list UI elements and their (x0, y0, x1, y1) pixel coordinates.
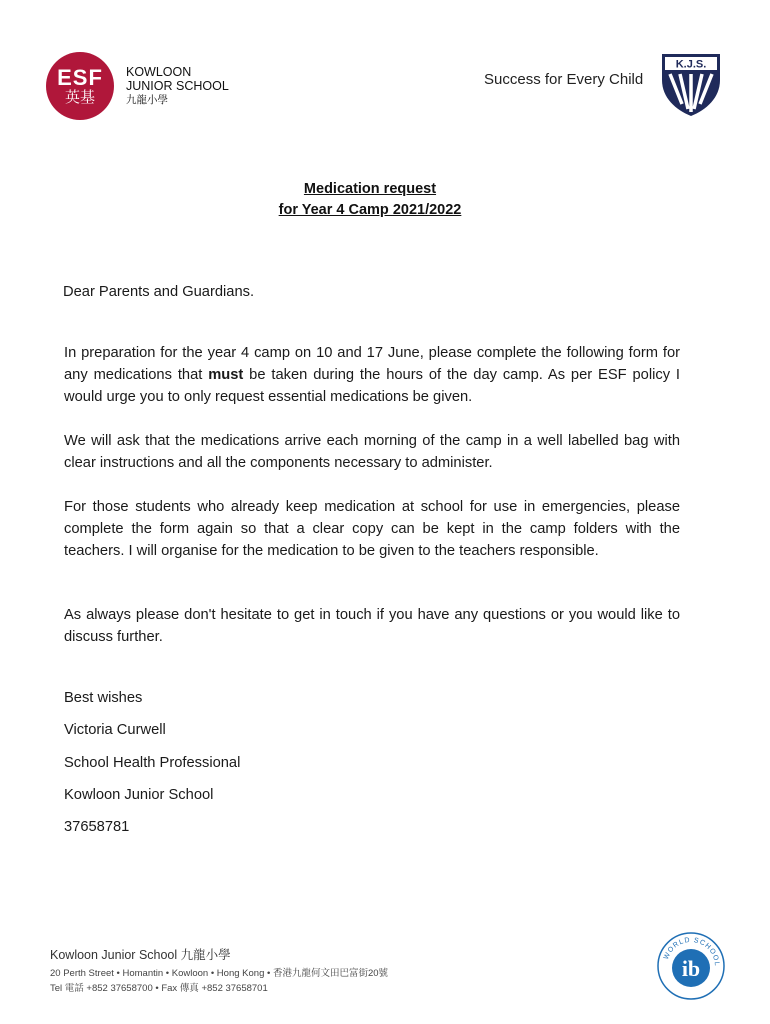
signoff-closing: Best wishes (64, 690, 143, 706)
paragraph-1-after: be taken during the hours of the day camp. As per ESF policy I would urge you to only request essential medications be given. (64, 366, 680, 405)
tagline: Success for Every Child (484, 71, 644, 88)
ib-ring-text: WORLD SCHOOL (662, 936, 721, 967)
esf-logo (46, 52, 114, 120)
paragraph-3: For those students who already keep medication at school for use in emergencies, please complete the form again so that a clear copy can be kept in the camp folders with the teachers. I will organise for the medication to be given to the teachers responsible. (64, 499, 680, 559)
paragraph-1-before: In preparation for the year 4 camp on 10 and 17 June, please complete the following form for any medications that (64, 345, 680, 383)
footer-address: 20 Perth Street • Homantin • Kowloon • Hong Kong • 香港九龍何文田巴富街20號 (50, 968, 389, 979)
letter-title (0, 179, 740, 221)
signoff-name: Victoria Curwell (64, 722, 166, 738)
esf-logo-block (46, 52, 229, 120)
ib-logo-text: ib (681, 956, 701, 981)
footer-school-name: Kowloon Junior School 九龍小學 (50, 948, 231, 962)
paragraph-1 (64, 343, 680, 408)
signoff-role: School Health Professional (64, 755, 241, 771)
salutation: Dear Parents and Guardians. (63, 284, 255, 300)
school-name-line1: KOWLOON (126, 65, 192, 79)
esf-logo-text: ESF (57, 64, 103, 90)
title-line1: Medication request (303, 181, 437, 197)
esf-logo-cn: 英基 (64, 87, 95, 106)
paragraph-4: As always please don't hesitate to get in touch if you have any questions or you would like to discuss further. (64, 607, 680, 645)
school-name (126, 65, 229, 107)
ib-world-school-icon (655, 930, 727, 1002)
signoff-school: Kowloon Junior School (64, 787, 214, 803)
crest-text: K.J.S. (675, 58, 707, 71)
footer (50, 945, 388, 996)
school-name-line2: JUNIOR SCHOOL (126, 79, 229, 93)
paragraph-2: We will ask that the medications arrive each morning of the camp in a well labelled bag with clear instructions and all the components necessary to administer. (64, 433, 680, 471)
signoff-phone: 37658781 (64, 819, 130, 835)
footer-contact: Tel 電話 +852 37658700 • Fax 傳真 +852 37658701 (50, 983, 268, 994)
school-name-cn: 九龍小學 (126, 94, 168, 106)
paragraph-1-emphasis: must (208, 366, 244, 383)
kjs-crest-icon (656, 52, 726, 118)
title-line2: for Year 4 Camp 2021/2022 (278, 202, 462, 218)
